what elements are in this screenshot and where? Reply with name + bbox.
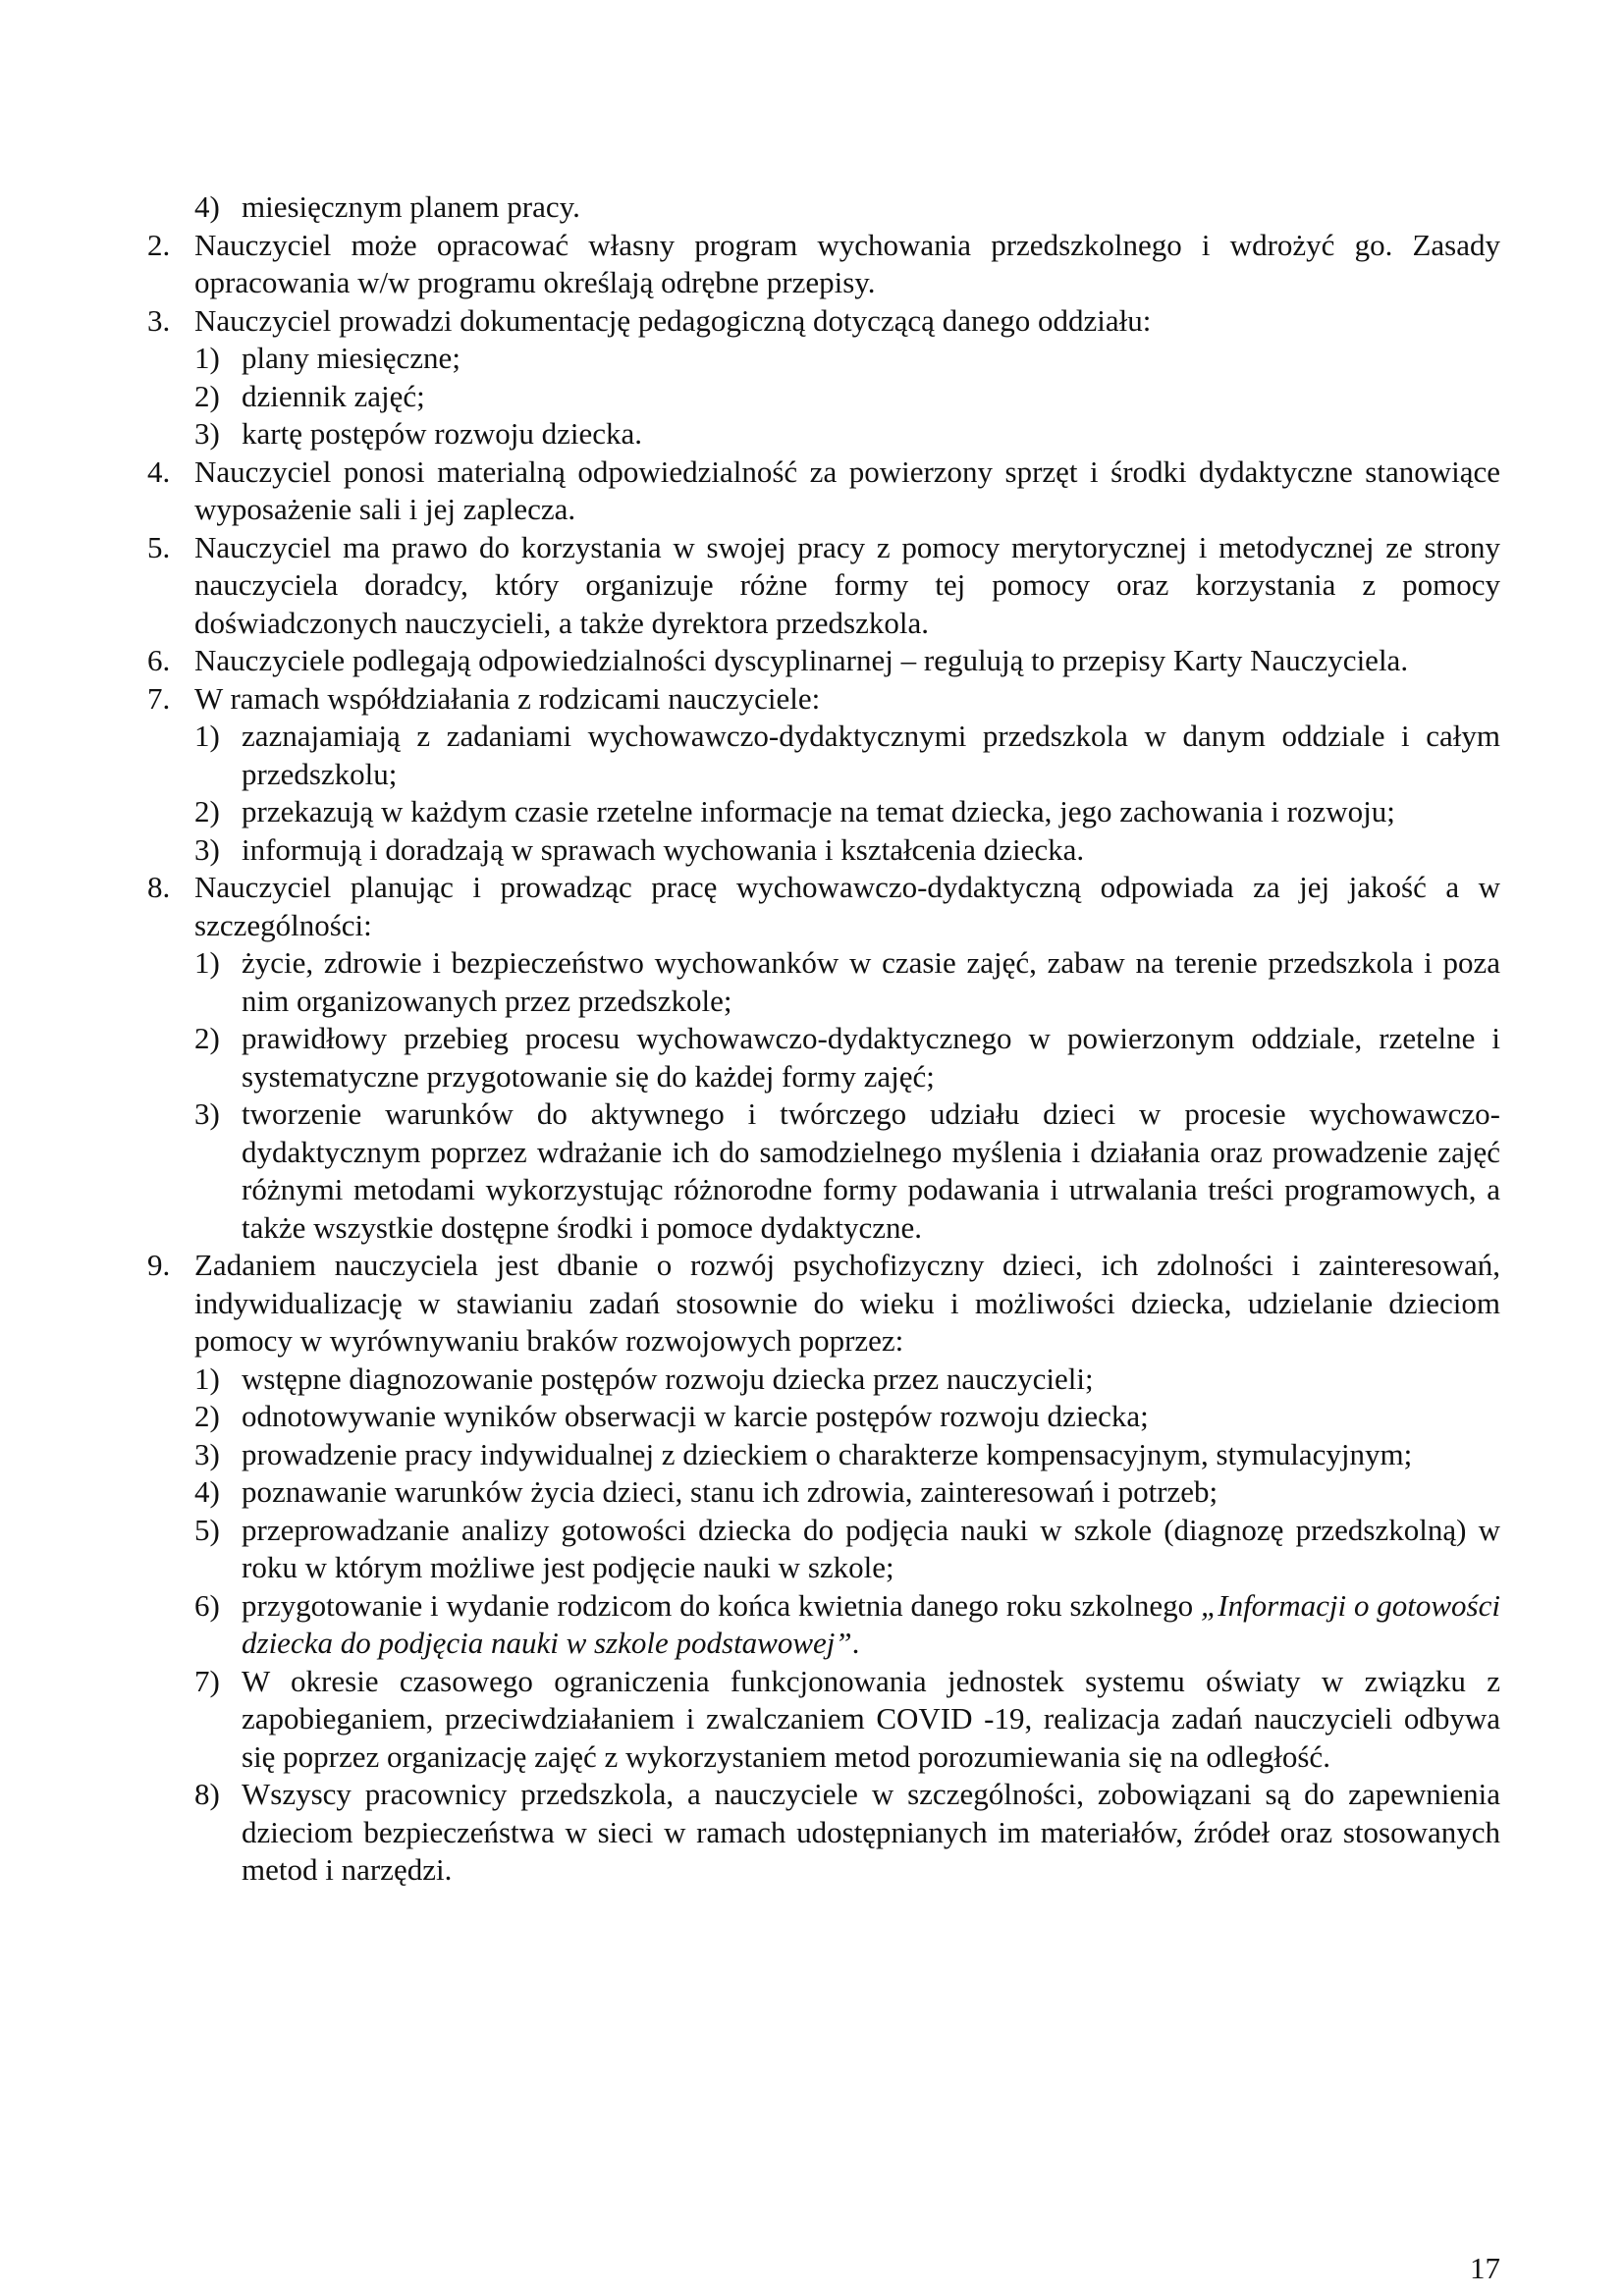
list-item <box>147 680 1500 719</box>
item-text: informują i doradzają w sprawach wychowania i kształcenia dziecka. <box>242 831 1085 867</box>
sub-list-item <box>194 1361 1500 1399</box>
item-text: miesięcznym planem pracy. <box>242 189 580 224</box>
item-text: przygotowanie i wydanie rodzicom do końca kwietnia danego roku szkolnego <box>242 1587 1201 1623</box>
list-item <box>147 869 1500 944</box>
item-number: 6. <box>147 643 171 677</box>
item-number: 7) <box>194 1663 220 1698</box>
item-text: przeprowadzanie analizy gotowości dziecka do podjęcia nauki w szkole (diagnozę przedszkolną) w roku w którym możliwe jest podjęcie nauki w szkole; <box>242 1512 1500 1584</box>
sub-list-item <box>194 1398 1500 1436</box>
item-text: odnotowywanie wyników obserwacji w karcie postępów rozwoju dziecka; <box>242 1399 1149 1433</box>
sub-list-item <box>194 1776 1500 1890</box>
sub-list-item <box>194 944 1500 1020</box>
item-number: 3) <box>194 831 220 867</box>
item-text-tail: . <box>851 1626 860 1660</box>
sub-list-item <box>194 1587 1500 1663</box>
item-number: 9. <box>147 1248 171 1282</box>
item-number: 1) <box>194 719 220 753</box>
item-text: plany miesięczne; <box>242 341 460 375</box>
item-number: 4) <box>194 1474 220 1509</box>
item-number: 6) <box>194 1587 220 1623</box>
item-text: W ramach współdziałania z rodzicami nauczyciele: <box>194 680 821 716</box>
item-number: 1) <box>194 945 220 980</box>
item-text: tworzenie warunków do aktywnego i twórczego udziału dzieci w procesie wychowawczo-dydaktycznym poprzez wdrażanie ich do samodzielnego myślenia i działania oraz prowadzenie zajęć różnymi metodami wykorzystując różnorodne formy podawania i utrwalania treści programowych, a także wszystkie dostępne środki i pomoce dydaktyczne. <box>242 1096 1500 1245</box>
item-number: 5) <box>194 1512 220 1547</box>
item-text: Nauczyciel ponosi materialną odpowiedzialność za powierzony sprzęt i środki dydaktyczne stanowiące wyposażenie sali i jej zaplecza. <box>194 454 1500 526</box>
item-number: 3) <box>194 1436 220 1471</box>
item-text: prowadzenie pracy indywidualnej z dzieckiem o charakterze kompensacyjnym, stymulacyjnym; <box>242 1436 1413 1471</box>
list-item <box>194 188 1500 227</box>
item-number: 3) <box>194 416 220 451</box>
item-text: przekazują w każdym czasie rzetelne informacje na temat dziecka, jego zachowania i rozwoju; <box>242 794 1395 828</box>
item-text: kartę postępów rozwoju dziecka. <box>242 416 643 451</box>
item-text: zaznajamiają z zadaniami wychowawczo-dydaktycznymi przedszkola w danym oddziale i całym przedszkolu; <box>242 719 1500 791</box>
item-text: prawidłowy przebieg procesu wychowawczo-dydaktycznego w powierzonym oddziale, rzetelne i systematyczne przygotowanie się do każdej formy zajęć; <box>242 1021 1500 1094</box>
sub-list-item <box>194 1663 1500 1777</box>
item-text: Nauczyciel ma prawo do korzystania w swojej pracy z pomocy merytorycznej i metodycznej ze strony nauczyciela doradcy, który organizuje różne formy tej pomocy oraz korzystania z pomocy doświadczonych nauczycieli, a także dyrektora przedszkola. <box>194 529 1500 640</box>
list-item <box>147 227 1500 302</box>
sub-list-item <box>194 1512 1500 1587</box>
item-number: 1) <box>194 1361 220 1396</box>
item-text: W okresie czasowego ograniczenia funkcjonowania jednostek systemu oświaty w związku z zapobieganiem, przeciwdziałaniem i zwalczaniem COVID -19, realizacja zadań nauczycieli odbywa się poprzez organizację zajęć z wykorzystaniem metod porozumiewania się na odległość. <box>242 1663 1500 1774</box>
item-number: 1) <box>194 341 220 375</box>
item-number: 5. <box>147 529 171 564</box>
item-text: poznawanie warunków życia dzieci, stanu ich zdrowia, zainteresowań i potrzeb; <box>242 1474 1218 1509</box>
sub-list-item <box>194 831 1500 870</box>
item-text: Nauczyciel planując i prowadząc pracę wychowawczo-dydaktyczną odpowiada za jej jakość a w szczególności: <box>194 870 1500 942</box>
item-text: życie, zdrowie i bezpieczeństwo wychowanków w czasie zajęć, zabaw na terenie przedszkola i poza nim organizowanych przez przedszkole; <box>242 945 1500 1018</box>
list-item <box>147 529 1500 643</box>
item-number: 2. <box>147 227 171 262</box>
sub-list-item <box>194 1473 1500 1512</box>
sub-list-item <box>194 378 1500 416</box>
item-number: 2) <box>194 1021 220 1055</box>
item-number: 2) <box>194 378 220 413</box>
list-item <box>147 642 1500 680</box>
item-number: 8) <box>194 1777 220 1811</box>
item-number: 3) <box>194 1096 220 1131</box>
item-text: Wszyscy pracownicy przedszkola, a nauczyciele w szczególności, zobowiązani są do zapewnienia dzieciom bezpieczeństwa w sieci w ramach udostępnianych im materiałów, źródeł oraz stosowanych metod i narzędzi. <box>242 1777 1500 1887</box>
item-number: 2) <box>194 1399 220 1433</box>
item-number: 4) <box>194 189 220 224</box>
document-body <box>147 188 1500 1890</box>
item-text: wstępne diagnozowanie postępów rozwoju dziecka przez nauczycieli; <box>242 1361 1094 1396</box>
item-number: 8. <box>147 870 171 904</box>
sub-list-item <box>194 793 1500 831</box>
sub-list-item <box>194 340 1500 378</box>
item-number: 4. <box>147 454 171 489</box>
item-text: Zadaniem nauczyciela jest dbanie o rozwój psychofizyczny dzieci, ich zdolności i zainteresowań, indywidualizację w stawianiu zadań stosownie do wieku i możliwości dziecka, udzielanie dzieciom pomocy w wyrównywaniu braków rozwojowych poprzez: <box>194 1248 1500 1358</box>
sub-list-item <box>194 1095 1500 1247</box>
sub-list-item <box>194 415 1500 454</box>
sub-list-item <box>194 1436 1500 1474</box>
item-text: Nauczyciel prowadzi dokumentację pedagogiczną dotyczącą danego oddziału: <box>194 302 1152 338</box>
page-number: 17 <box>1470 2251 1500 2285</box>
list-item <box>147 454 1500 529</box>
item-text: Nauczyciele podlegają odpowiedzialności dyscyplinarnej – regulują to przepisy Karty Nauczyciela. <box>194 643 1409 677</box>
item-number: 7. <box>147 680 171 716</box>
list-item <box>147 1247 1500 1361</box>
sub-list-item <box>194 718 1500 793</box>
item-number: 2) <box>194 794 220 828</box>
item-number: 3. <box>147 302 171 338</box>
list-item <box>147 302 1500 341</box>
item-text: Nauczyciel może opracować własny program wychowania przedszkolnego i wdrożyć go. Zasady opracowania w/w programu określają odrębne przepisy. <box>194 227 1500 299</box>
sub-list-item <box>194 1020 1500 1095</box>
item-italic-title: „Informacji o gotowości dziecka do podjęcia nauki w szkole podstawowej” <box>242 1587 1500 1660</box>
item-text: dziennik zajęć; <box>242 378 425 413</box>
